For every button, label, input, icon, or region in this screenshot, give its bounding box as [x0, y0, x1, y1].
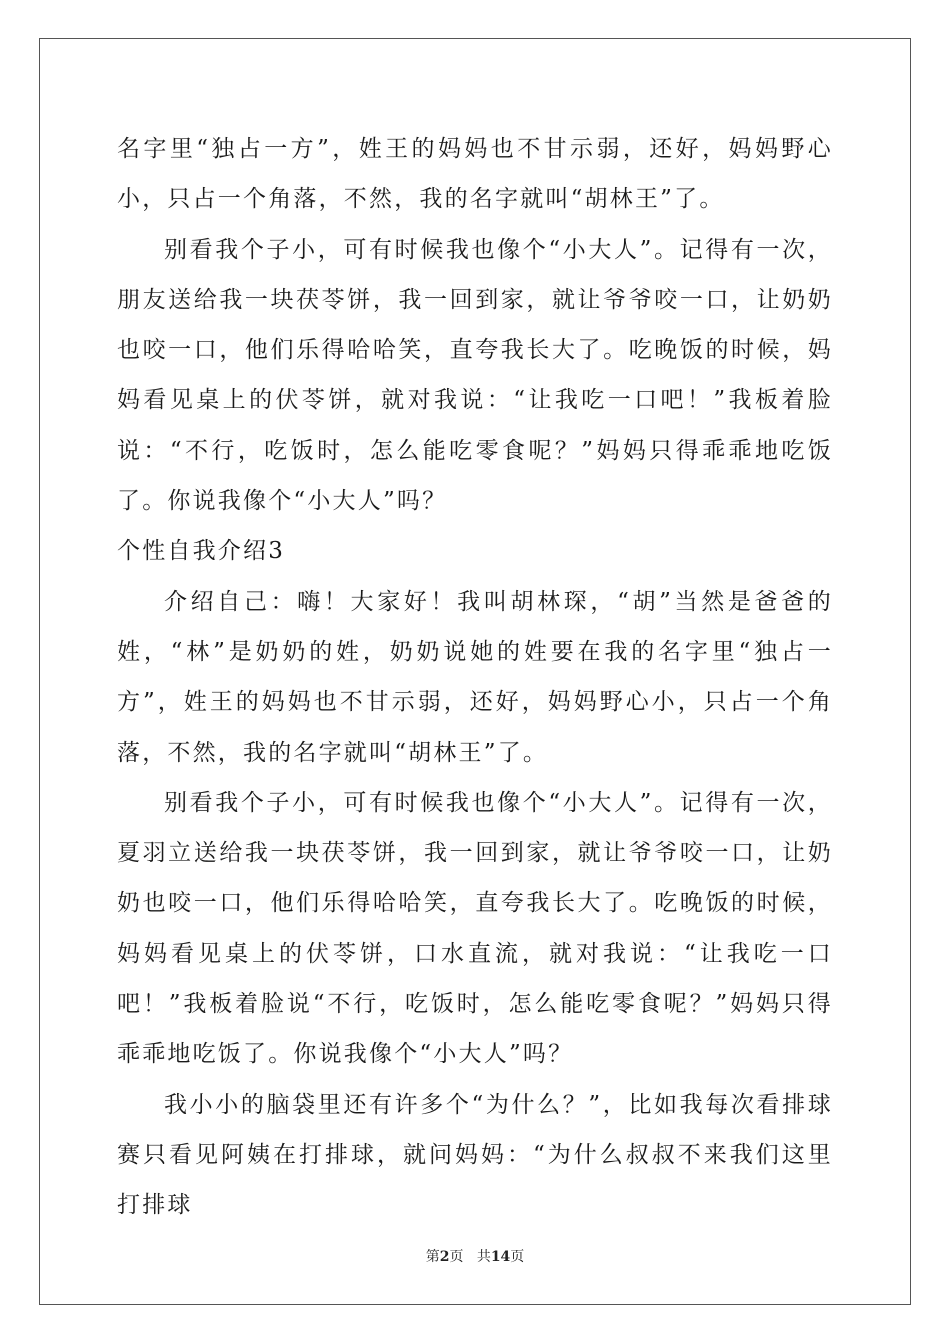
- page-footer: [0, 1246, 950, 1266]
- paragraph: 别看我个子小，可有时候我也像个“小大人”。记得有一次，夏羽立送给我一块茯苓饼，我一回到家，就让爷爷咬一口，让奶奶也咬一口，他们乐得哈哈笑，直夸我长大了。吃晚饭的时候，妈妈看见桌上的伏苓饼，口水直流，就对我说：“让我吃一口吧！”我板着脸说“不行，吃饭时，怎么能吃零食呢？”妈妈只得乖乖地吃饭了。你说我像个“小大人”吗？: [117, 789, 833, 1068]
- footer-total-prefix: 共: [476, 1249, 491, 1265]
- footer-page-suffix: 页: [449, 1249, 464, 1265]
- footer-total-suffix: 页: [510, 1249, 525, 1265]
- paragraph: 介绍自己：嗨！大家好！我叫胡林琛，“胡”当然是爸爸的姓，“林”是奶奶的姓，奶奶说她的姓要在我的名字里“独占一方”，姓王的妈妈也不甘示弱，还好，妈妈野心小，只占一个角落，不然，我的名字就叫“胡林王”了。: [117, 588, 833, 766]
- section-heading: 个性自我介绍3: [117, 538, 286, 565]
- footer-total-pages: 14: [490, 1249, 511, 1265]
- paragraph: 别看我个子小，可有时候我也像个“小大人”。记得有一次，朋友送给我一块茯苓饼，我一回到家，就让爷爷咬一口，让奶奶也咬一口，他们乐得哈哈笑，直夸我长大了。吃晚饭的时候，妈妈看见桌上的伏苓饼，就对我说：“让我吃一口吧！”我板着脸说：“不行，吃饭时，怎么能吃零食呢？”妈妈只得乖乖地吃饭了。你说我像个“小大人”吗？: [117, 236, 833, 515]
- paragraph: 名字里“独占一方”，姓王的妈妈也不甘示弱，还好，妈妈野心小，只占一个角落，不然，我的名字就叫“胡林王”了。: [117, 136, 833, 213]
- footer-prefix: 第: [425, 1249, 440, 1265]
- document-body: [117, 124, 833, 1231]
- paragraph: 我小小的脑袋里还有许多个“为什么？”，比如我每次看排球赛只看见阿姨在打排球，就问妈妈：“为什么叔叔不来我们这里打排球: [117, 1091, 833, 1219]
- footer-page-number: 2: [439, 1249, 450, 1265]
